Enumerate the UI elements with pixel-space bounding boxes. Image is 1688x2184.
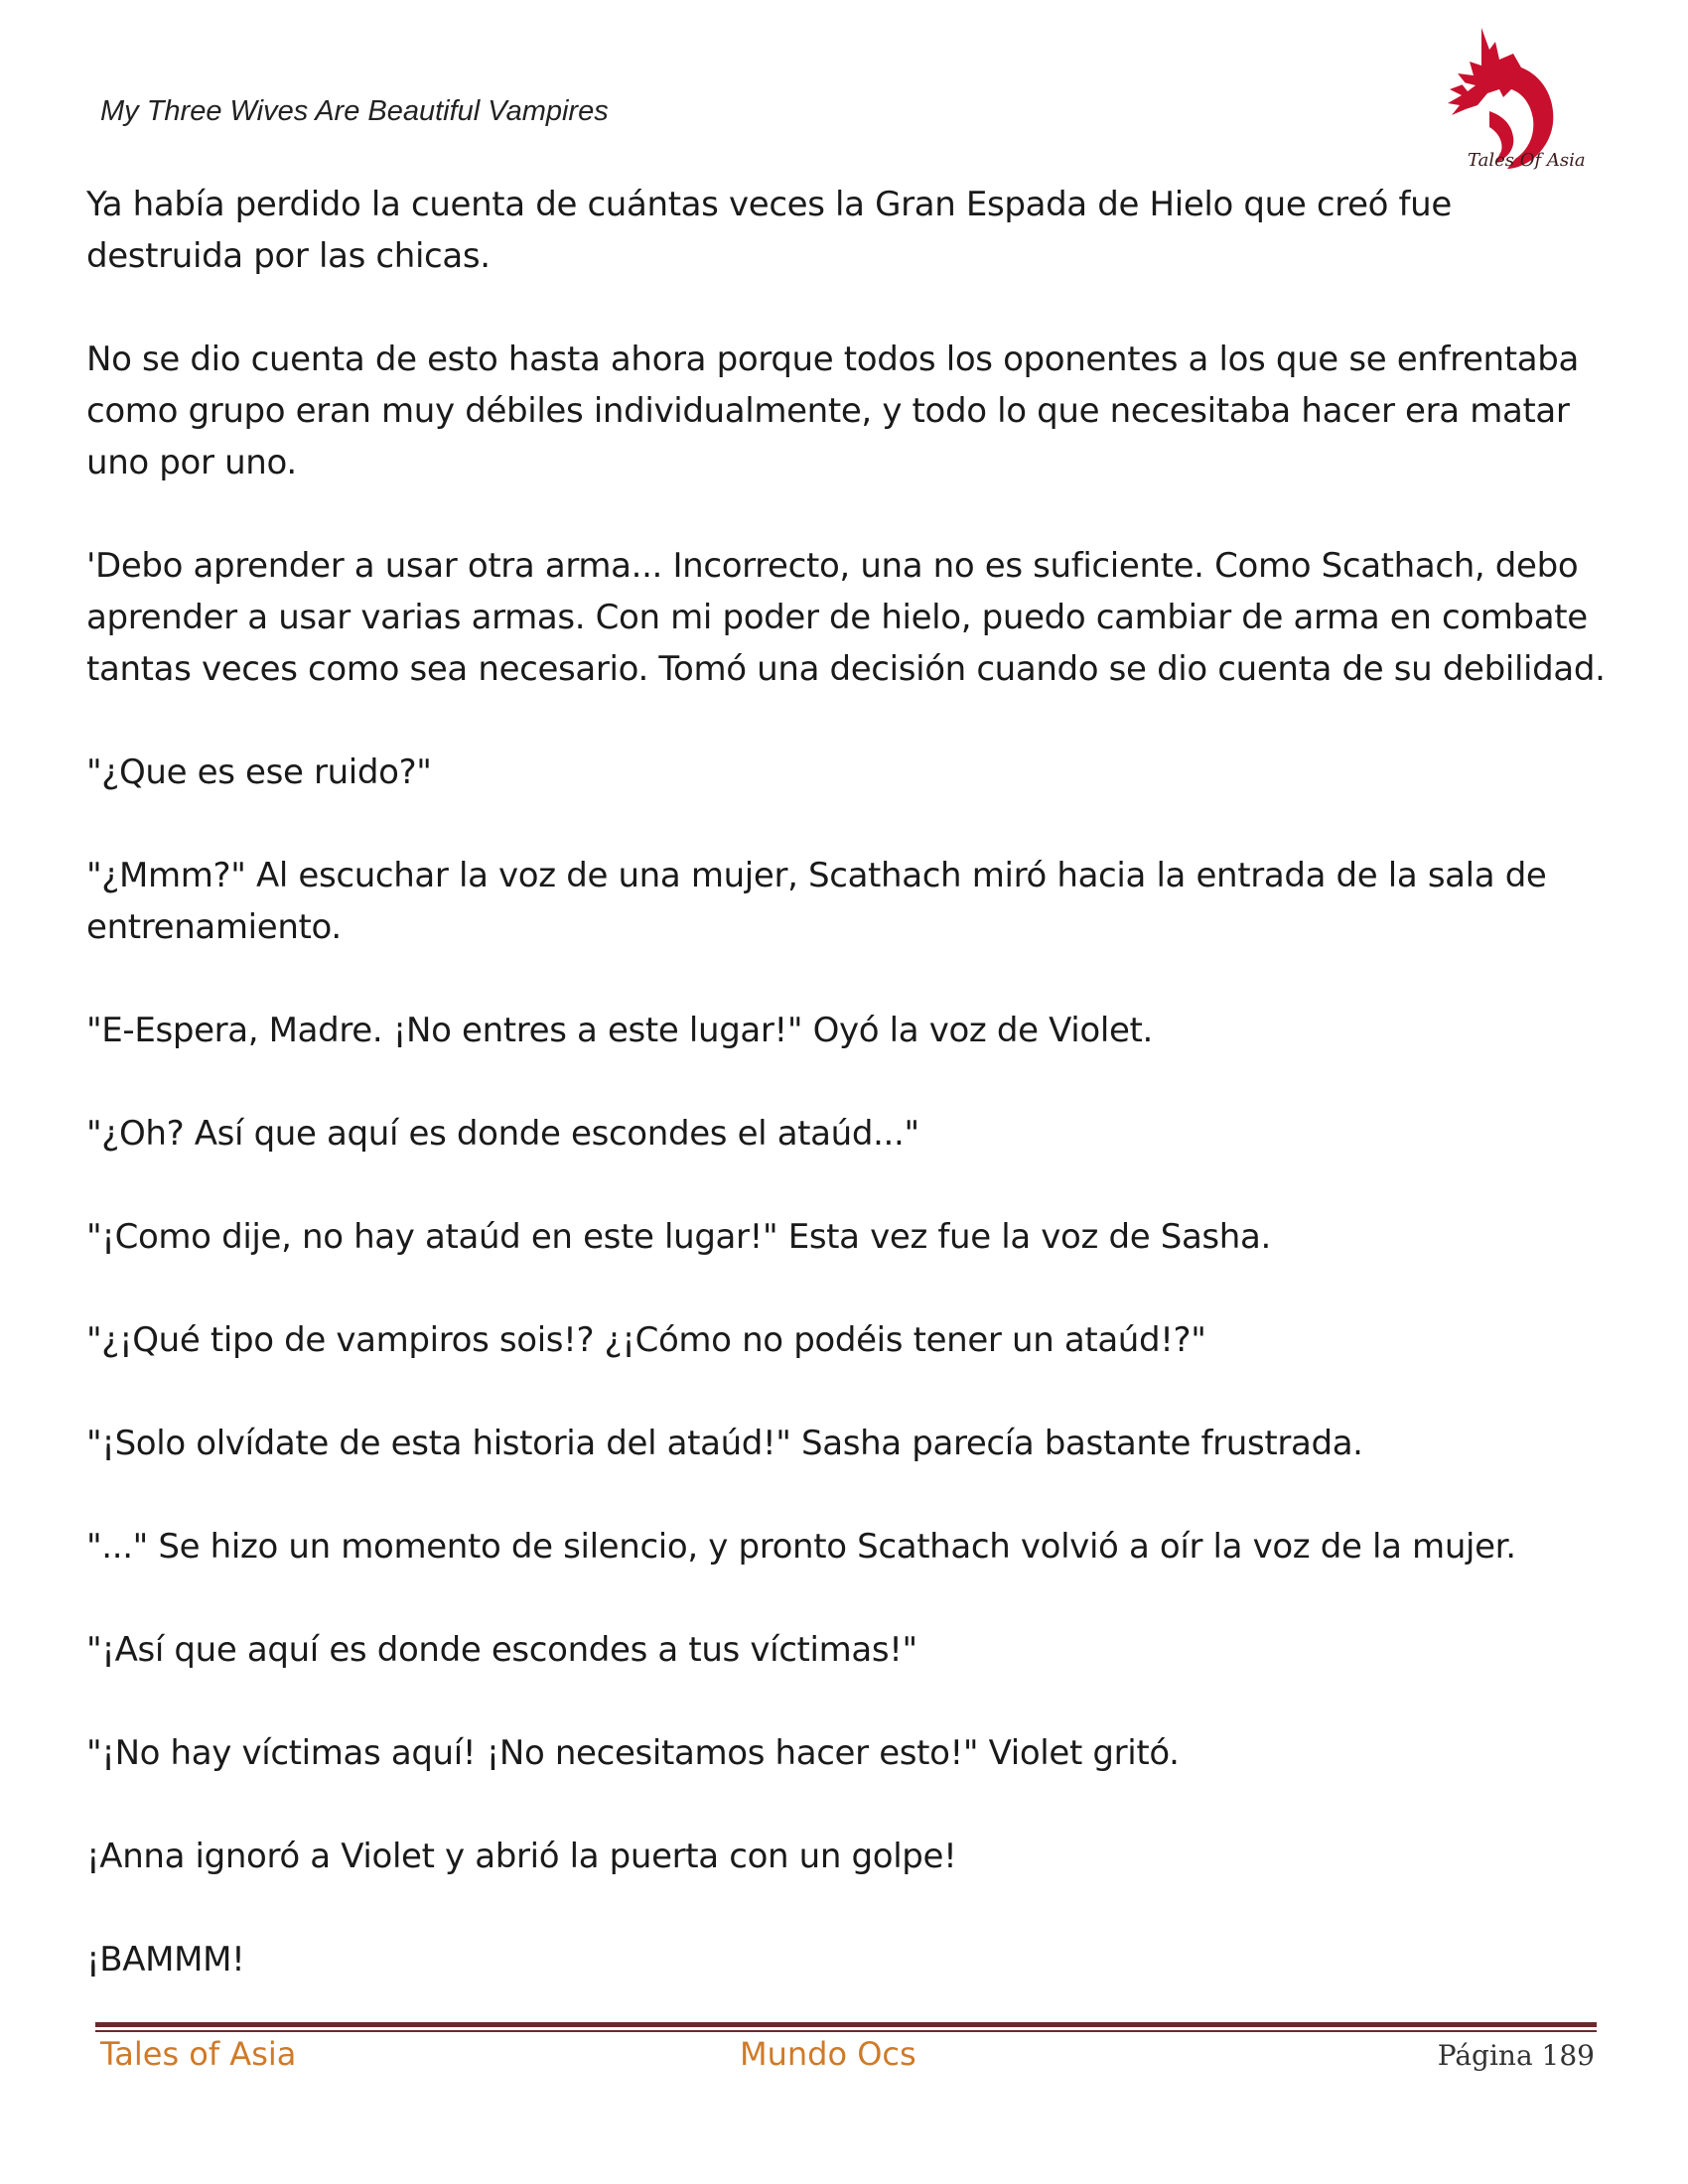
footer-translator: Mundo Ocs	[740, 2035, 916, 2073]
book-title: My Three Wives Are Beautiful Vampires	[100, 95, 609, 127]
paragraph: "¿¡Qué tipo de vampiros sois!? ¿¡Cómo no podéis tener un ataúd!?"	[86, 1320, 1206, 1360]
paragraph: "¡Como dije, no hay ataúd en este lugar!" Esta vez fue la voz de Sasha.	[86, 1217, 1271, 1257]
footer-publisher: Tales of Asia	[100, 2035, 297, 2073]
paragraph: "¿Mmm?" Al escuchar la voz de una mujer, Scathach miró hacia la entrada de la sala de entrenamiento.	[86, 856, 1547, 947]
page-number: Página 189	[1437, 2039, 1595, 2072]
paragraph: "¡Así que aquí es donde escondes a tus víctimas!"	[86, 1630, 917, 1670]
paragraph: "¡No hay víctimas aquí! ¡No necesitamos hacer esto!" Violet gritó.	[86, 1733, 1180, 1773]
body-text	[86, 179, 1616, 1985]
paragraph: Ya había perdido la cuenta de cuántas veces la Gran Espada de Hielo que creó fue destruida por las chicas.	[86, 185, 1452, 276]
paragraph: "..." Se hizo un momento de silencio, y pronto Scathach volvió a oír la voz de la mujer.	[86, 1527, 1516, 1567]
paragraph: ¡Anna ignoró a Violet y abrió la puerta con un golpe!	[86, 1837, 957, 1876]
paragraph: "¿Oh? Así que aquí es donde escondes el ataúd..."	[86, 1114, 919, 1154]
paragraph: "E-Espera, Madre. ¡No entres a este lugar!" Oyó la voz de Violet.	[86, 1011, 1153, 1050]
footer-divider	[95, 2022, 1597, 2032]
paragraph: ¡BAMMM!	[86, 1940, 245, 1979]
paragraph: No se dio cuenta de esto hasta ahora porque todos los oponentes a los que se enfrentaba como grupo eran muy débiles individualmente, y todo lo que necesitaba hacer era matar uno por uno.	[86, 340, 1579, 482]
paragraph: "¿Que es ese ruido?"	[86, 752, 432, 792]
paragraph: "¡Solo olvídate de esta historia del ataúd!" Sasha parecía bastante frustrada.	[86, 1424, 1363, 1463]
paragraph: 'Debo aprender a usar otra arma... Incorrecto, una no es suficiente. Como Scathach, debo aprender a usar varias armas. Con mi poder de hielo, puedo cambiar de arma en combate tantas veces como sea necesario. Tomó una decisión cuando se dio cuenta de su debilidad.	[86, 546, 1606, 689]
logo-text: Tales Of Asia	[1468, 150, 1586, 171]
